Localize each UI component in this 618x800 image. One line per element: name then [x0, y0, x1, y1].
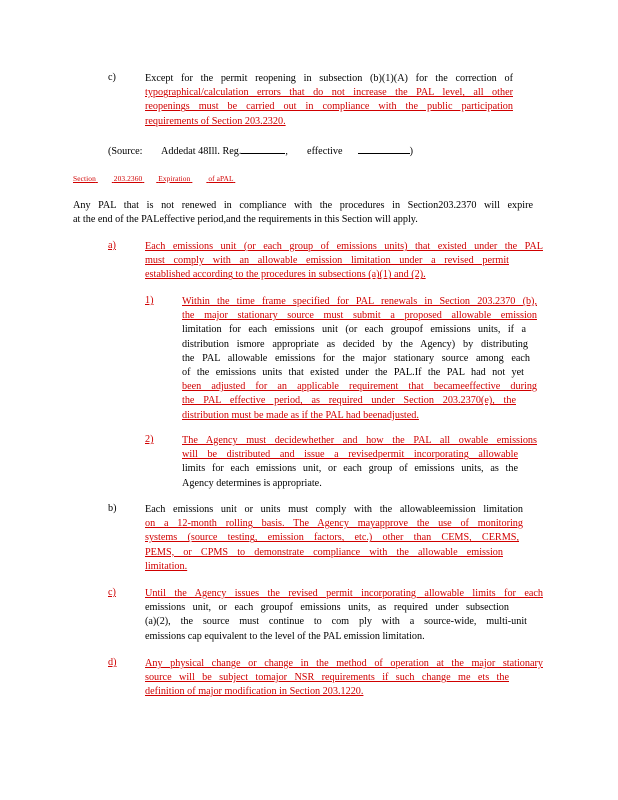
- text-line: Agency determines is appropriate.: [182, 477, 322, 489]
- item-c-text: [145, 587, 543, 644]
- item-label-a2: 2): [145, 434, 154, 445]
- item-label-a1: 1): [145, 295, 154, 306]
- item-a2-text: [182, 434, 537, 491]
- text-line: Within the time frame specified for PAL renewals in Section 203.2370 (b),: [182, 296, 537, 307]
- text-line: emissions unit, or each groupof emissions units, as required under subsection: [145, 602, 509, 614]
- section-title-word: Expiration: [158, 174, 191, 183]
- item-a1-text: [182, 295, 537, 423]
- text-line: limits for each emissions unit, or each group of emissions units, as the: [182, 463, 518, 475]
- text-line: limitation.: [145, 560, 188, 572]
- source-close: ): [409, 146, 413, 157]
- intro-paragraph: [73, 199, 533, 227]
- item-label-d: d): [108, 657, 117, 668]
- source-comma: ,: [285, 146, 288, 157]
- effective-date-blank: [358, 143, 410, 154]
- text-line: limitation for each emissions unit (or each groupof emissions units, if a: [182, 324, 526, 336]
- item-label-c-top: c): [108, 72, 116, 83]
- text-line: the major stationary source must submit a proposed allowable emission: [182, 310, 537, 322]
- text-line: on a 12-month rolling basis. The Agency mayapprove the use of monitoring: [145, 518, 523, 530]
- section-word: Section: [73, 174, 96, 183]
- item-c-top-text: [145, 72, 513, 129]
- text-line: of the emissions units that existed under the PAL.If the PAL had not yet: [182, 367, 524, 379]
- text-line: Until the Agency issues the revised permit incorporating allowable limits for each: [145, 588, 543, 599]
- text-line: Each emissions unit or units must comply with the allowableemission limitation: [145, 504, 523, 515]
- text-line: source will be subject tomajor NSR requirements if such change me ets the: [145, 672, 509, 684]
- text-line: (a)(2), the source must continue to com ply with a source-wide, multi-unit: [145, 616, 527, 628]
- text-line: Each emissions unit (or each group of emissions units) that existed under the PAL: [145, 241, 543, 252]
- text-line: distribution must be made as if the PAL had beenadjusted.: [182, 409, 419, 421]
- text-line: Any physical change or change in the method of operation at the major stationary: [145, 658, 543, 669]
- text-line: typographical/calculation errors that do not increase the PAL level, all other: [145, 87, 513, 99]
- text-line: The Agency must decidewhether and how the PAL all owable emissions: [182, 435, 537, 446]
- text-line: will be distributed and issue a revisedpermit incorporating allowable: [182, 449, 518, 461]
- text-line: been adjusted for an applicable requirement that becameeffective during: [182, 381, 537, 393]
- text-line: systems (source testing, emission factors, etc.) other than CEMS, CERMS,: [145, 532, 519, 544]
- source-prefix: (Source:: [108, 146, 143, 157]
- section-title-rest: of aPAL: [208, 174, 234, 183]
- item-b-text: [145, 503, 523, 574]
- text-line: definition of major modification in Section 203.1220.: [145, 686, 364, 698]
- item-a-text: [145, 240, 543, 283]
- text-line: the PAL effective period, as required under Section 203.2370(e), the: [182, 395, 516, 407]
- text-line: established according to the procedures in subsections (a)(1) and (2).: [145, 269, 426, 281]
- register-blank: [241, 143, 285, 154]
- text-line: reopenings must be carried out in compliance with the public participation: [145, 101, 513, 113]
- item-label-b: b): [108, 503, 117, 514]
- text-line: Any PAL that is not renewed in compliance with the procedures in Section203.2370 will expire: [73, 200, 533, 211]
- section-number: 203.2360: [113, 174, 143, 183]
- item-label-c: c): [108, 587, 116, 598]
- text-line: must comply with an allowable emission limitation under a revised permit: [145, 255, 509, 267]
- text-line: Except for the permit reopening in subsection (b)(1)(A) for the correction of: [145, 73, 513, 84]
- text-line: at the end of the PALeffective period,and the requirements in this Section will apply.: [73, 214, 418, 226]
- text-line: emissions cap equivalent to the level of the PAL emission limitation.: [145, 630, 425, 642]
- text-line: distribution ismore appropriate as decided by the Agency) by distributing: [182, 338, 528, 350]
- text-line: the PAL allowable emissions for the major stationary source among each: [182, 352, 530, 364]
- section-heading: [73, 174, 259, 183]
- item-label-a: a): [108, 240, 116, 251]
- text-line: requirements of Section 203.2320.: [145, 115, 286, 127]
- item-d-text: [145, 657, 543, 700]
- text-line: PEMS, or CPMS to demonstrate compliance with the allowable emission: [145, 546, 503, 558]
- source-note: [108, 143, 413, 157]
- source-added: Addedat 48Ill. Reg.: [161, 146, 242, 157]
- source-effective: effective: [307, 146, 343, 157]
